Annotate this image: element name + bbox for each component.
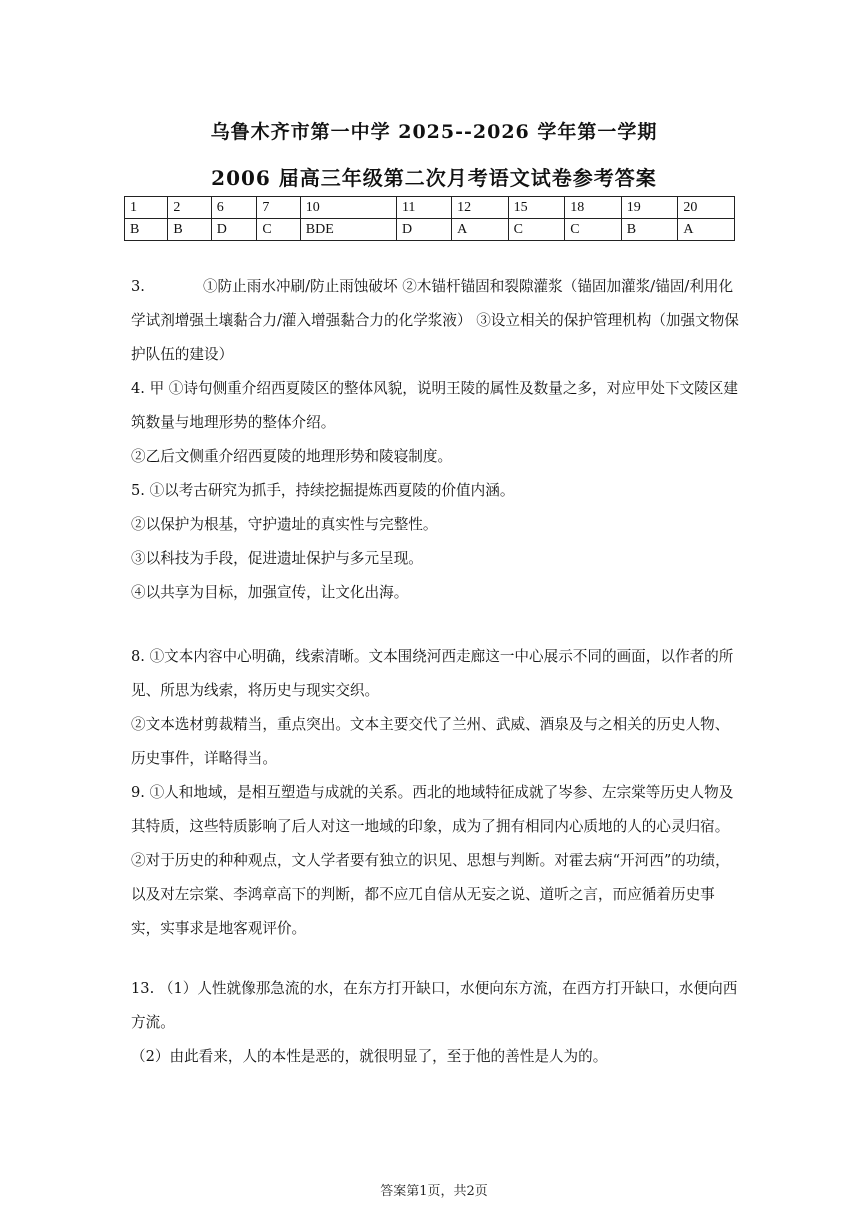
title-line-1: 乌鲁木齐市第一中学 2025--2026 学年第一学期 <box>210 121 658 143</box>
question-number: 18 <box>565 197 622 219</box>
question-number: 11 <box>396 197 451 219</box>
answer-q8-part-b: ②文本选材剪裁精当，重点突出。文本主要交代了兰州、武威、酒泉及与之相关的历史人物、历史事件，详略得当。 <box>131 716 730 767</box>
answer-table-number-row <box>125 197 735 219</box>
q3-number: 3. <box>131 278 145 295</box>
answer-q13-part-b: （2）由此看来，人的本性是恶的，就很明显了，至于他的善性是人为的。 <box>131 1048 608 1065</box>
answer-cell: D <box>396 219 451 241</box>
question-number: 6 <box>211 197 257 219</box>
answer-cell: A <box>678 219 735 241</box>
q3-text: ①防止雨水冲刷/防止雨蚀破坏 ②木锚杆锚固和裂隙灌浆（锚固加灌浆/锚固/利用化学试剂增强土壤黏合力/灌入增强黏合力的化学浆液） ③设立相关的保护管理机构（加强文物保护队伍的建设） <box>131 278 739 363</box>
answer-cell: D <box>211 219 257 241</box>
answer-cell: C <box>565 219 622 241</box>
question-number: 12 <box>452 197 509 219</box>
answer-table-answer-row <box>125 219 735 241</box>
answer-q8-part-a: 8. ①文本内容中心明确，线索清晰。文本围绕河西走廊这一中心展示不同的画面，以作者的所见、所思为线索，将历史与现实交织。 <box>131 648 734 699</box>
answer-cell: BDE <box>300 219 396 241</box>
answer-table <box>124 196 735 241</box>
question-number: 15 <box>508 197 565 219</box>
question-number: 7 <box>257 197 300 219</box>
question-number: 2 <box>168 197 211 219</box>
question-number: 10 <box>300 197 396 219</box>
question-number: 19 <box>621 197 678 219</box>
answer-cell: C <box>508 219 565 241</box>
answer-q5-part-a: 5. ①以考古研究为抓手，持续挖掘提炼西夏陵的价值内涵。 <box>131 482 515 499</box>
question-number: 1 <box>125 197 168 219</box>
answer-q4-part-a: 4. 甲 ①诗句侧重介绍西夏陵区的整体风貌，说明王陵的属性及数量之多，对应甲处下文陵区建筑数量与地理形势的整体介绍。 <box>131 380 738 431</box>
answer-q5-part-b: ②以保护为根基，守护遗址的真实性与完整性。 <box>131 516 438 533</box>
answer-q5-part-c: ③以科技为手段，促进遗址保护与多元呈现。 <box>131 550 423 567</box>
page-footer: 答案第1页，共2页 <box>380 1184 488 1199</box>
answer-q4-part-b: ②乙后文侧重介绍西夏陵的地理形势和陵寝制度。 <box>131 448 453 465</box>
answer-content <box>131 270 741 1074</box>
answer-cell: C <box>257 219 300 241</box>
answer-cell: B <box>621 219 678 241</box>
answer-q3 <box>131 270 741 372</box>
answer-q13-part-a: 13. （1）人性就像那急流的水，在东方打开缺口，水便向东方流，在西方打开缺口，水便向西方流。 <box>131 980 738 1031</box>
question-number: 20 <box>678 197 735 219</box>
answer-cell: A <box>452 219 509 241</box>
answer-q9: 9. ①人和地域，是相互塑造与成就的关系。西北的地域特征成就了岑参、左宗棠等历史人物及其特质，这些特质影响了后人对这一地域的印象，成为了拥有相同内心质地的人的心灵归宿。②对于历史的种种观点，文人学者要有独立的识见、思想与判断。对霍去病“开河西”的功绩，以及对左宗棠、李鸿章高下的判断，都不应兀自信从无妄之说、道听之言，而应循着历史事实，实事求是地客观评价。 <box>131 784 734 937</box>
answer-cell: B <box>168 219 211 241</box>
answer-q5-part-d: ④以共享为目标，加强宣传，让文化出海。 <box>131 584 409 601</box>
answer-cell: B <box>125 219 168 241</box>
title-line-2: 2006 届高三年级第二次月考语文试卷参考答案 <box>211 166 657 190</box>
